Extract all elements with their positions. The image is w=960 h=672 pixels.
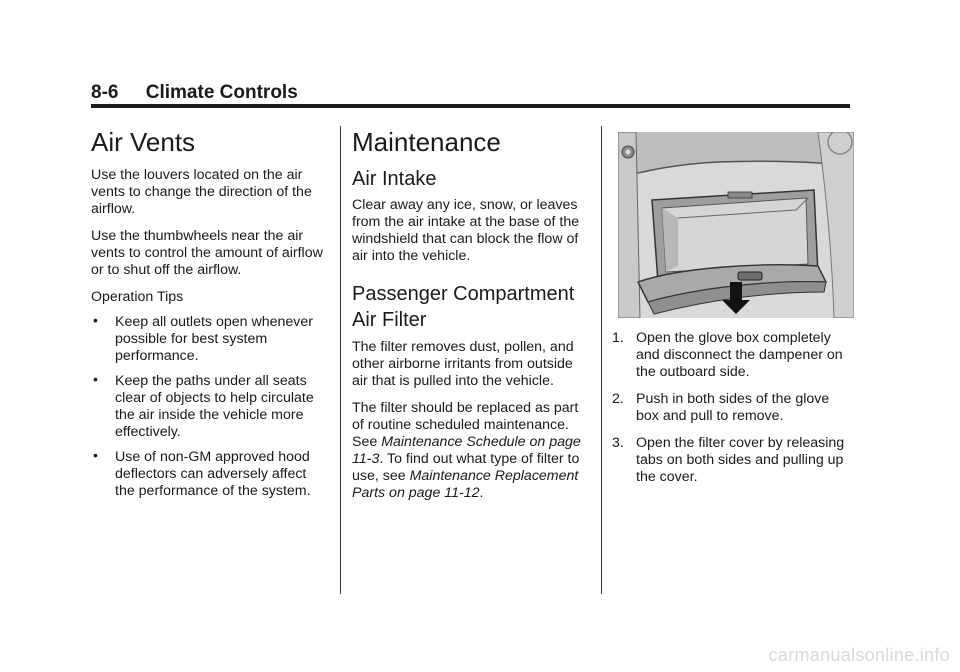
- bullet-icon: •: [93, 312, 98, 328]
- list-item: • Keep all outlets open whenever possible for best system performance.: [93, 312, 313, 364]
- column-air-vents: [91, 125, 329, 508]
- watermark: carmanualsonline.info: [768, 645, 950, 665]
- air-intake-heading: Air Intake: [352, 168, 437, 190]
- operation-tips-heading: Operation Tips: [91, 289, 184, 305]
- replacement-parts-link[interactable]: Maintenance Replacement Parts on page 11-12: [352, 468, 579, 501]
- column-divider: [340, 126, 341, 594]
- air-vents-heading: Air Vents: [91, 127, 196, 157]
- air-vents-paragraph-2: Use the thumbwheels near the air vents to control the amount of airflow or to shut off the airflow.: [91, 228, 323, 278]
- list-item: • Use of non-GM approved hood deflectors can adversely affect the performance of the system.: [93, 447, 311, 499]
- air-filter-paragraph-2: The filter should be replaced as part of routine scheduled maintenance. See Maintenance Schedule on page 11-3. To find out what type of filter to use, see Maintenance Replacement Parts on page 11-12.: [352, 400, 581, 501]
- column-maintenance: [352, 125, 590, 512]
- maintenance-heading: Maintenance: [352, 127, 501, 157]
- header-rule: [91, 104, 850, 108]
- maintenance-schedule-link[interactable]: Maintenance Schedule on page 11-3: [352, 434, 581, 467]
- column-divider: [601, 126, 602, 594]
- list-item: • Keep the paths under all seats clear of objects to help circulate the air inside the vehicle more effectively.: [93, 371, 314, 440]
- operation-tips-list: [91, 314, 329, 500]
- glove-box-illustration: [618, 132, 854, 318]
- section-title: Climate Controls: [145, 82, 298, 103]
- list-item: 3. Open the filter cover by releasing tabs on both sides and pulling up the cover.: [612, 435, 845, 485]
- page-header: [91, 82, 298, 104]
- air-filter-heading: Passenger Compartment Air Filter: [352, 283, 575, 331]
- steps-list: [612, 330, 852, 486]
- air-vents-paragraph-1: Use the louvers located on the air vents to change the direction of the airflow.: [91, 167, 312, 217]
- column-steps: [612, 126, 852, 496]
- list-item: 1. Open the glove box completely and disconnect the dampener on the outboard side.: [612, 330, 843, 380]
- page-number: 8-6: [91, 82, 119, 103]
- bullet-icon: •: [93, 447, 98, 463]
- air-intake-paragraph: Clear away any ice, snow, or leaves from the air intake at the base of the windshield that can block the flow of air into the vehicle.: [352, 197, 580, 264]
- list-item: 2. Push in both sides of the glove box and pull to remove.: [612, 391, 830, 424]
- bullet-icon: •: [93, 371, 98, 387]
- air-filter-paragraph-1: The filter removes dust, pollen, and other airborne irritants from outside air that is pulled into the vehicle.: [352, 339, 574, 389]
